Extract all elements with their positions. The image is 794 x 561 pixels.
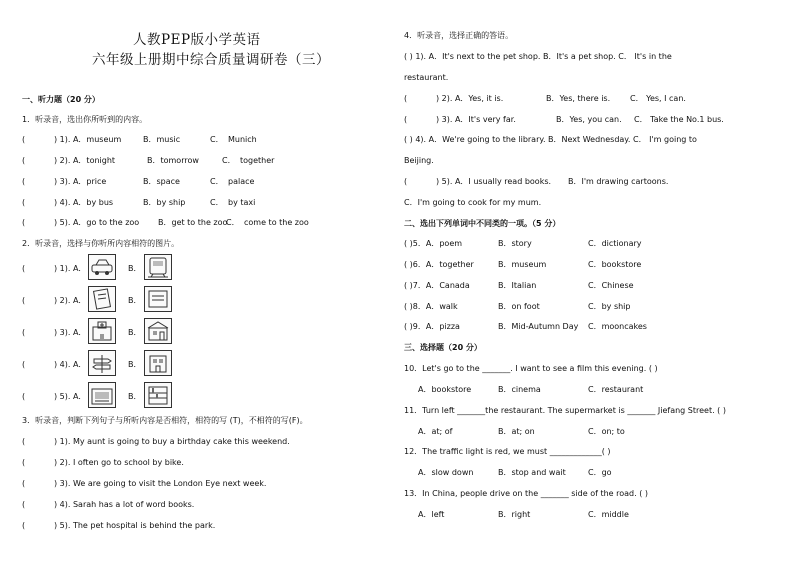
paren-open: ( bbox=[22, 328, 26, 337]
option-c-label: C． bbox=[210, 135, 224, 144]
paren-open: ( bbox=[22, 437, 26, 446]
option-c-label: C． bbox=[210, 198, 224, 207]
option-b: B．Yes, you can. bbox=[556, 115, 622, 124]
s3-question: 13．In China, people drive on the _______ side of the road. ( ) bbox=[404, 489, 648, 498]
option-a: ) 2). A．tonight bbox=[54, 156, 116, 165]
q3-heading: 3．听录音，判断下列句子与所听内容是否相符，相符的写 (T)，不相符的写(F)。 bbox=[22, 416, 308, 425]
paren-open: ( bbox=[404, 94, 408, 103]
option-b: B．on foot bbox=[498, 302, 540, 311]
section-2-heading: 二、选出下列单词中不同类的一项。（5 分） bbox=[404, 219, 561, 228]
q3-statement: ) 2). I often go to school by bike. bbox=[54, 458, 184, 467]
option-c-label: C． bbox=[226, 218, 240, 227]
option-a: ) 5). A．I usually read books. bbox=[436, 177, 552, 186]
option-b: B．I'm drawing cartoons. bbox=[568, 177, 669, 186]
option-c: together bbox=[240, 156, 275, 165]
road-sign-picture bbox=[88, 350, 116, 376]
option-b: B．cinema bbox=[498, 385, 541, 394]
option-a: ) 4). A． bbox=[54, 360, 87, 369]
option-c-label: C． bbox=[210, 177, 224, 186]
option-a: ) 2). A．Yes, it is. bbox=[436, 94, 504, 103]
paren-open: ( bbox=[22, 500, 26, 509]
bookstore-picture bbox=[144, 382, 172, 408]
option-c: palace bbox=[228, 177, 255, 186]
option-c: C．dictionary bbox=[588, 239, 642, 248]
option-c: C．on; to bbox=[588, 427, 625, 436]
option-c: C．mooncakes bbox=[588, 322, 647, 331]
paren-open: ( bbox=[22, 360, 26, 369]
q3-statement: ) 1). My aunt is going to buy a birthday cake this weekend. bbox=[54, 437, 290, 446]
option-a: ( )8．A．walk bbox=[404, 302, 458, 311]
option-b: B． bbox=[128, 328, 142, 337]
option-b: B．get to the zoo bbox=[158, 218, 228, 227]
paren-open: ( bbox=[22, 458, 26, 467]
option-b: B．right bbox=[498, 510, 531, 519]
option-a: ) 5). A．go to the zoo bbox=[54, 218, 140, 227]
option-b: B．space bbox=[143, 177, 180, 186]
section-1-heading: 一、听力题（20 分） bbox=[22, 95, 100, 104]
option-c-label: C． bbox=[222, 156, 236, 165]
option-b: B．museum bbox=[498, 260, 547, 269]
option-c: C． Yes, I can. bbox=[630, 94, 686, 103]
cinema-picture bbox=[88, 382, 116, 408]
paren-open: ( bbox=[404, 115, 408, 124]
page-subtitle: 六年级上册期中综合质量调研卷（三） bbox=[92, 52, 330, 68]
q2-heading: 2．听录音，选择与你听所内容相符的图片。 bbox=[22, 239, 180, 248]
q1-heading: 1．听录音，选出你所听到的内容。 bbox=[22, 115, 148, 124]
option-b: B． bbox=[128, 264, 142, 273]
paren-open: ( bbox=[22, 198, 26, 207]
q3-statement: ) 5). The pet hospital is behind the park. bbox=[54, 521, 216, 530]
option-a: ( )7．A．Canada bbox=[404, 281, 470, 290]
car-picture bbox=[88, 254, 116, 280]
option-b: B．Yes, there is. bbox=[546, 94, 611, 103]
option-c: C．middle bbox=[588, 510, 629, 519]
option-b: B．tomorrow bbox=[147, 156, 199, 165]
option-a: ) 1). A． bbox=[54, 264, 87, 273]
option-c: C．I'm going to cook for my mum. bbox=[404, 198, 542, 207]
option-a: ) 5). A． bbox=[54, 392, 87, 401]
option-c: C．by ship bbox=[588, 302, 631, 311]
option-a: ) 1). A．museum bbox=[54, 135, 122, 144]
section-3-heading: 三、选择题（20 分） bbox=[404, 343, 482, 352]
comic-book-picture bbox=[144, 286, 172, 312]
option-c: C．restaurant bbox=[588, 385, 644, 394]
paren-open: ( bbox=[22, 156, 26, 165]
option-a: ( )5．A．poem bbox=[404, 239, 463, 248]
page-title: 人教PEP版小学英语 bbox=[133, 32, 261, 48]
q4-item-4-cont: Beijing. bbox=[404, 156, 434, 165]
option-b: B． bbox=[128, 360, 142, 369]
option-a: ) 3). A． bbox=[54, 328, 87, 337]
option-c: C．go bbox=[588, 468, 612, 477]
option-b: B．at; on bbox=[498, 427, 535, 436]
option-b: B． bbox=[128, 296, 142, 305]
option-c: come to the zoo bbox=[244, 218, 309, 227]
option-c: C． Take the No.1 bus. bbox=[634, 115, 724, 124]
paren-open: ( bbox=[22, 177, 26, 186]
option-c: C．bookstore bbox=[588, 260, 642, 269]
paren-open: ( bbox=[22, 218, 26, 227]
option-a: ) 3). A．It's very far. bbox=[436, 115, 516, 124]
book-picture bbox=[88, 286, 116, 312]
s3-question: 11．Turn left _______the restaurant. The supermarket is _______ Jiefang Street. ( ) bbox=[404, 406, 726, 415]
option-a: ) 2). A． bbox=[54, 296, 87, 305]
option-c: Munich bbox=[228, 135, 257, 144]
option-b: B．music bbox=[143, 135, 181, 144]
s3-question: 12．The traffic light is red, we must _____________( ) bbox=[404, 447, 611, 456]
option-a: ) 3). A．price bbox=[54, 177, 107, 186]
option-b: B．Italian bbox=[498, 281, 537, 290]
paren-open: ( bbox=[22, 521, 26, 530]
hospital-picture bbox=[88, 318, 116, 344]
option-a: A．bookstore bbox=[418, 385, 472, 394]
paren-open: ( bbox=[22, 296, 26, 305]
s3-question: 10．Let's go to the _______. I want to see a film this evening. ( ) bbox=[404, 364, 658, 373]
option-a: ( )6．A．together bbox=[404, 260, 474, 269]
option-a: A．slow down bbox=[418, 468, 474, 477]
q4-item-1-cont: restaurant. bbox=[404, 73, 449, 82]
paren-open: ( bbox=[22, 392, 26, 401]
building-picture bbox=[144, 350, 172, 376]
option-a: ) 4). A．by bus bbox=[54, 198, 114, 207]
q3-statement: ) 3). We are going to visit the London Eye next week. bbox=[54, 479, 267, 488]
option-c: by taxi bbox=[228, 198, 256, 207]
option-b: B．by ship bbox=[143, 198, 186, 207]
q3-statement: ) 4). Sarah has a lot of word books. bbox=[54, 500, 195, 509]
q4-item-1: ( ) 1). A．It's next to the pet shop. B．It's a pet shop. C． It's in the bbox=[404, 52, 672, 61]
q4-item-4: ( ) 4). A．We're going to the library. B．Next Wednesday. C． I'm going to bbox=[404, 135, 697, 144]
paren-open: ( bbox=[22, 479, 26, 488]
paren-open: ( bbox=[404, 177, 408, 186]
option-a: ( )9．A．pizza bbox=[404, 322, 460, 331]
option-b: B．stop and wait bbox=[498, 468, 566, 477]
shop-picture bbox=[144, 318, 172, 344]
option-a: A．left bbox=[418, 510, 445, 519]
option-b: B．Mid-Autumn Day bbox=[498, 322, 579, 331]
q4-heading: 4．听录音，选择正确的答语。 bbox=[404, 31, 514, 40]
option-c: C．Chinese bbox=[588, 281, 634, 290]
option-a: A．at; of bbox=[418, 427, 453, 436]
paren-open: ( bbox=[22, 135, 26, 144]
option-b: B． bbox=[128, 392, 142, 401]
option-b: B．story bbox=[498, 239, 532, 248]
paren-open: ( bbox=[22, 264, 26, 273]
train-picture bbox=[144, 254, 172, 280]
